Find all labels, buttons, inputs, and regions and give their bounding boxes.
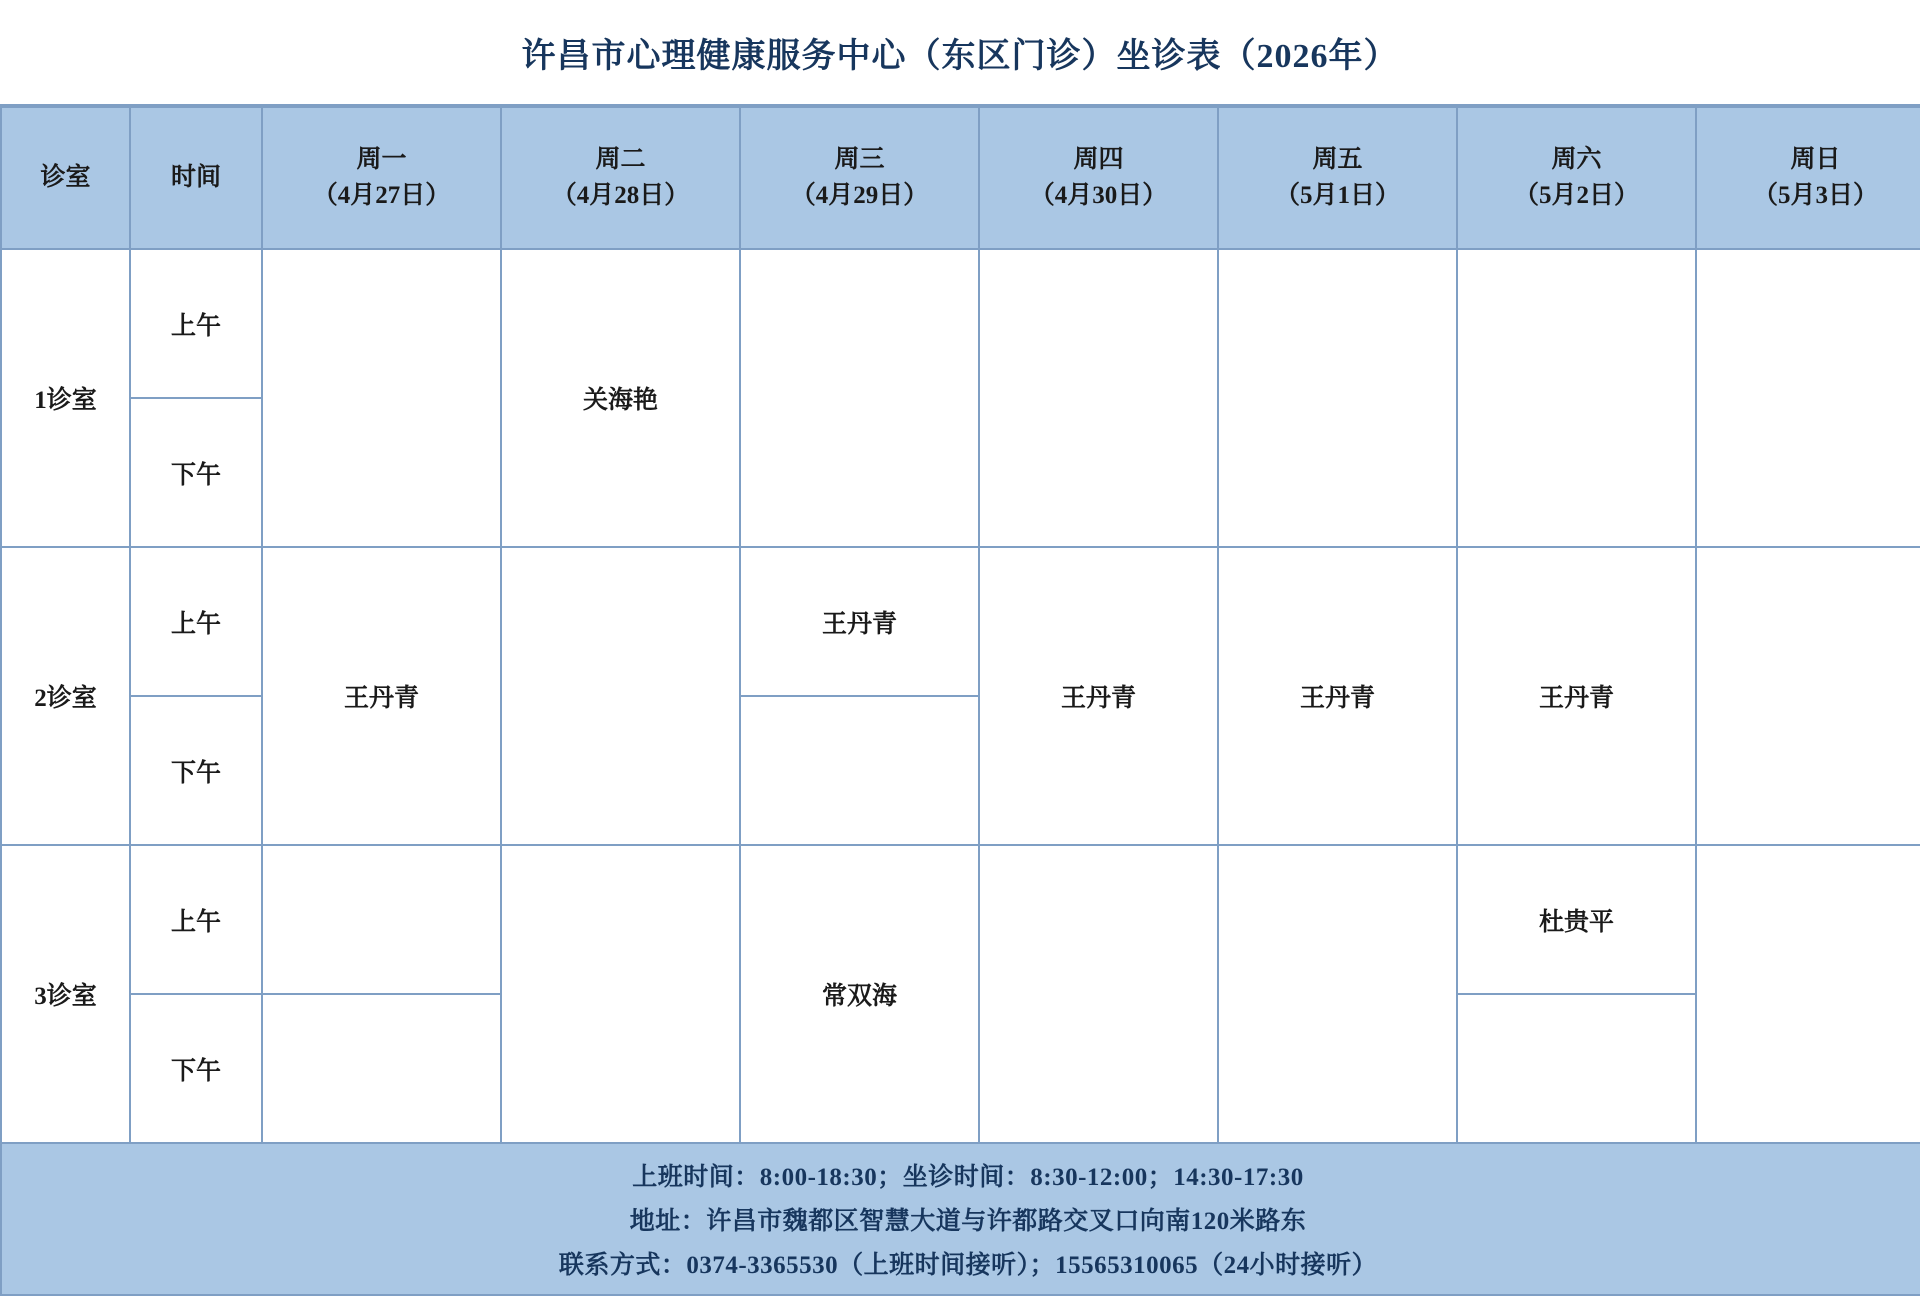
- period-label-morning: 上午: [130, 845, 262, 994]
- slot-room1-monday[interactable]: [262, 249, 501, 547]
- slot-room3-friday[interactable]: [1218, 845, 1457, 1143]
- day-date: （4月28日）: [551, 182, 690, 209]
- slot-room1-tuesday[interactable]: 关海艳: [501, 249, 740, 547]
- slot-room2-friday[interactable]: 王丹青: [1218, 547, 1457, 845]
- day-date: （5月1日）: [1274, 182, 1400, 209]
- slot-room2-monday[interactable]: 王丹青: [262, 547, 501, 845]
- slot-room1-wednesday[interactable]: [740, 249, 979, 547]
- footer-row: [1, 1143, 1920, 1295]
- day-date: （4月30日）: [1029, 182, 1168, 209]
- footer-hours: 上班时间：8:00-18:30；坐诊时间：8:30-12:00；14:30-17:30: [632, 1164, 1304, 1191]
- header-day-friday: [1218, 107, 1457, 249]
- slot-room3-thursday[interactable]: [979, 845, 1218, 1143]
- table-row: [1, 249, 1920, 398]
- day-date: （5月2日）: [1513, 182, 1639, 209]
- header-day-thursday: [979, 107, 1218, 249]
- footer-info: [2, 1157, 1920, 1281]
- period-label-morning: 上午: [130, 249, 262, 398]
- day-name: 周五: [1312, 145, 1363, 173]
- slot-room1-friday[interactable]: [1218, 249, 1457, 547]
- header-day-wednesday: [740, 107, 979, 249]
- room-label-1: 1诊室: [1, 249, 130, 547]
- day-name: 周四: [1073, 145, 1124, 173]
- slot-room3-saturday-afternoon[interactable]: [1457, 994, 1696, 1143]
- day-name: 周六: [1551, 145, 1602, 173]
- slot-room3-sunday[interactable]: [1696, 845, 1920, 1143]
- header-day-tuesday: [501, 107, 740, 249]
- schedule-table: [0, 106, 1920, 1296]
- slot-room1-thursday[interactable]: [979, 249, 1218, 547]
- table-row: [1, 845, 1920, 994]
- header-day-saturday: [1457, 107, 1696, 249]
- period-label-morning: 上午: [130, 547, 262, 696]
- day-name: 周日: [1790, 145, 1841, 173]
- header-row: [1, 107, 1920, 249]
- slot-room2-tuesday[interactable]: [501, 547, 740, 845]
- day-name: 周三: [834, 145, 885, 173]
- slot-room2-thursday[interactable]: 王丹青: [979, 547, 1218, 845]
- slot-room2-sunday[interactable]: [1696, 547, 1920, 845]
- footer-cell: [1, 1143, 1920, 1295]
- slot-room2-saturday[interactable]: 王丹青: [1457, 547, 1696, 845]
- header-time: 时间: [130, 107, 262, 249]
- room-label-3: 3诊室: [1, 845, 130, 1143]
- header-day-sunday: [1696, 107, 1920, 249]
- day-date: （4月27日）: [312, 182, 451, 209]
- table-header: [1, 107, 1920, 249]
- slot-room3-monday-afternoon[interactable]: [262, 994, 501, 1143]
- table-body: [1, 249, 1920, 1143]
- period-label-afternoon: 下午: [130, 994, 262, 1143]
- period-label-afternoon: 下午: [130, 398, 262, 547]
- header-room: 诊室: [1, 107, 130, 249]
- title-bar: [0, 0, 1920, 106]
- slot-room2-wednesday-morning[interactable]: 王丹青: [740, 547, 979, 696]
- room-label-2: 2诊室: [1, 547, 130, 845]
- table-row: [1, 547, 1920, 696]
- footer-address: 地址：许昌市魏都区智慧大道与许都路交叉口向南120米路东: [629, 1208, 1307, 1235]
- day-date: （5月3日）: [1752, 182, 1878, 209]
- slot-room3-wednesday[interactable]: 常双海: [740, 845, 979, 1143]
- slot-room1-sunday[interactable]: [1696, 249, 1920, 547]
- footer-contact: 联系方式：0374-3365530（上班时间接听）；15565310065（24小时接听）: [558, 1252, 1378, 1279]
- slot-room2-wednesday-afternoon[interactable]: [740, 696, 979, 845]
- header-day-monday: [262, 107, 501, 249]
- slot-room3-saturday-morning[interactable]: 杜贵平: [1457, 845, 1696, 994]
- page-title: 许昌市心理健康服务中心（东区门诊）坐诊表（2026年）: [521, 37, 1399, 75]
- day-name: 周一: [356, 145, 407, 173]
- table-footer: [1, 1143, 1920, 1295]
- day-date: （4月29日）: [790, 182, 929, 209]
- slot-room3-tuesday[interactable]: [501, 845, 740, 1143]
- period-label-afternoon: 下午: [130, 696, 262, 845]
- day-name: 周二: [595, 145, 646, 173]
- slot-room1-saturday[interactable]: [1457, 249, 1696, 547]
- slot-room3-monday-morning[interactable]: [262, 845, 501, 994]
